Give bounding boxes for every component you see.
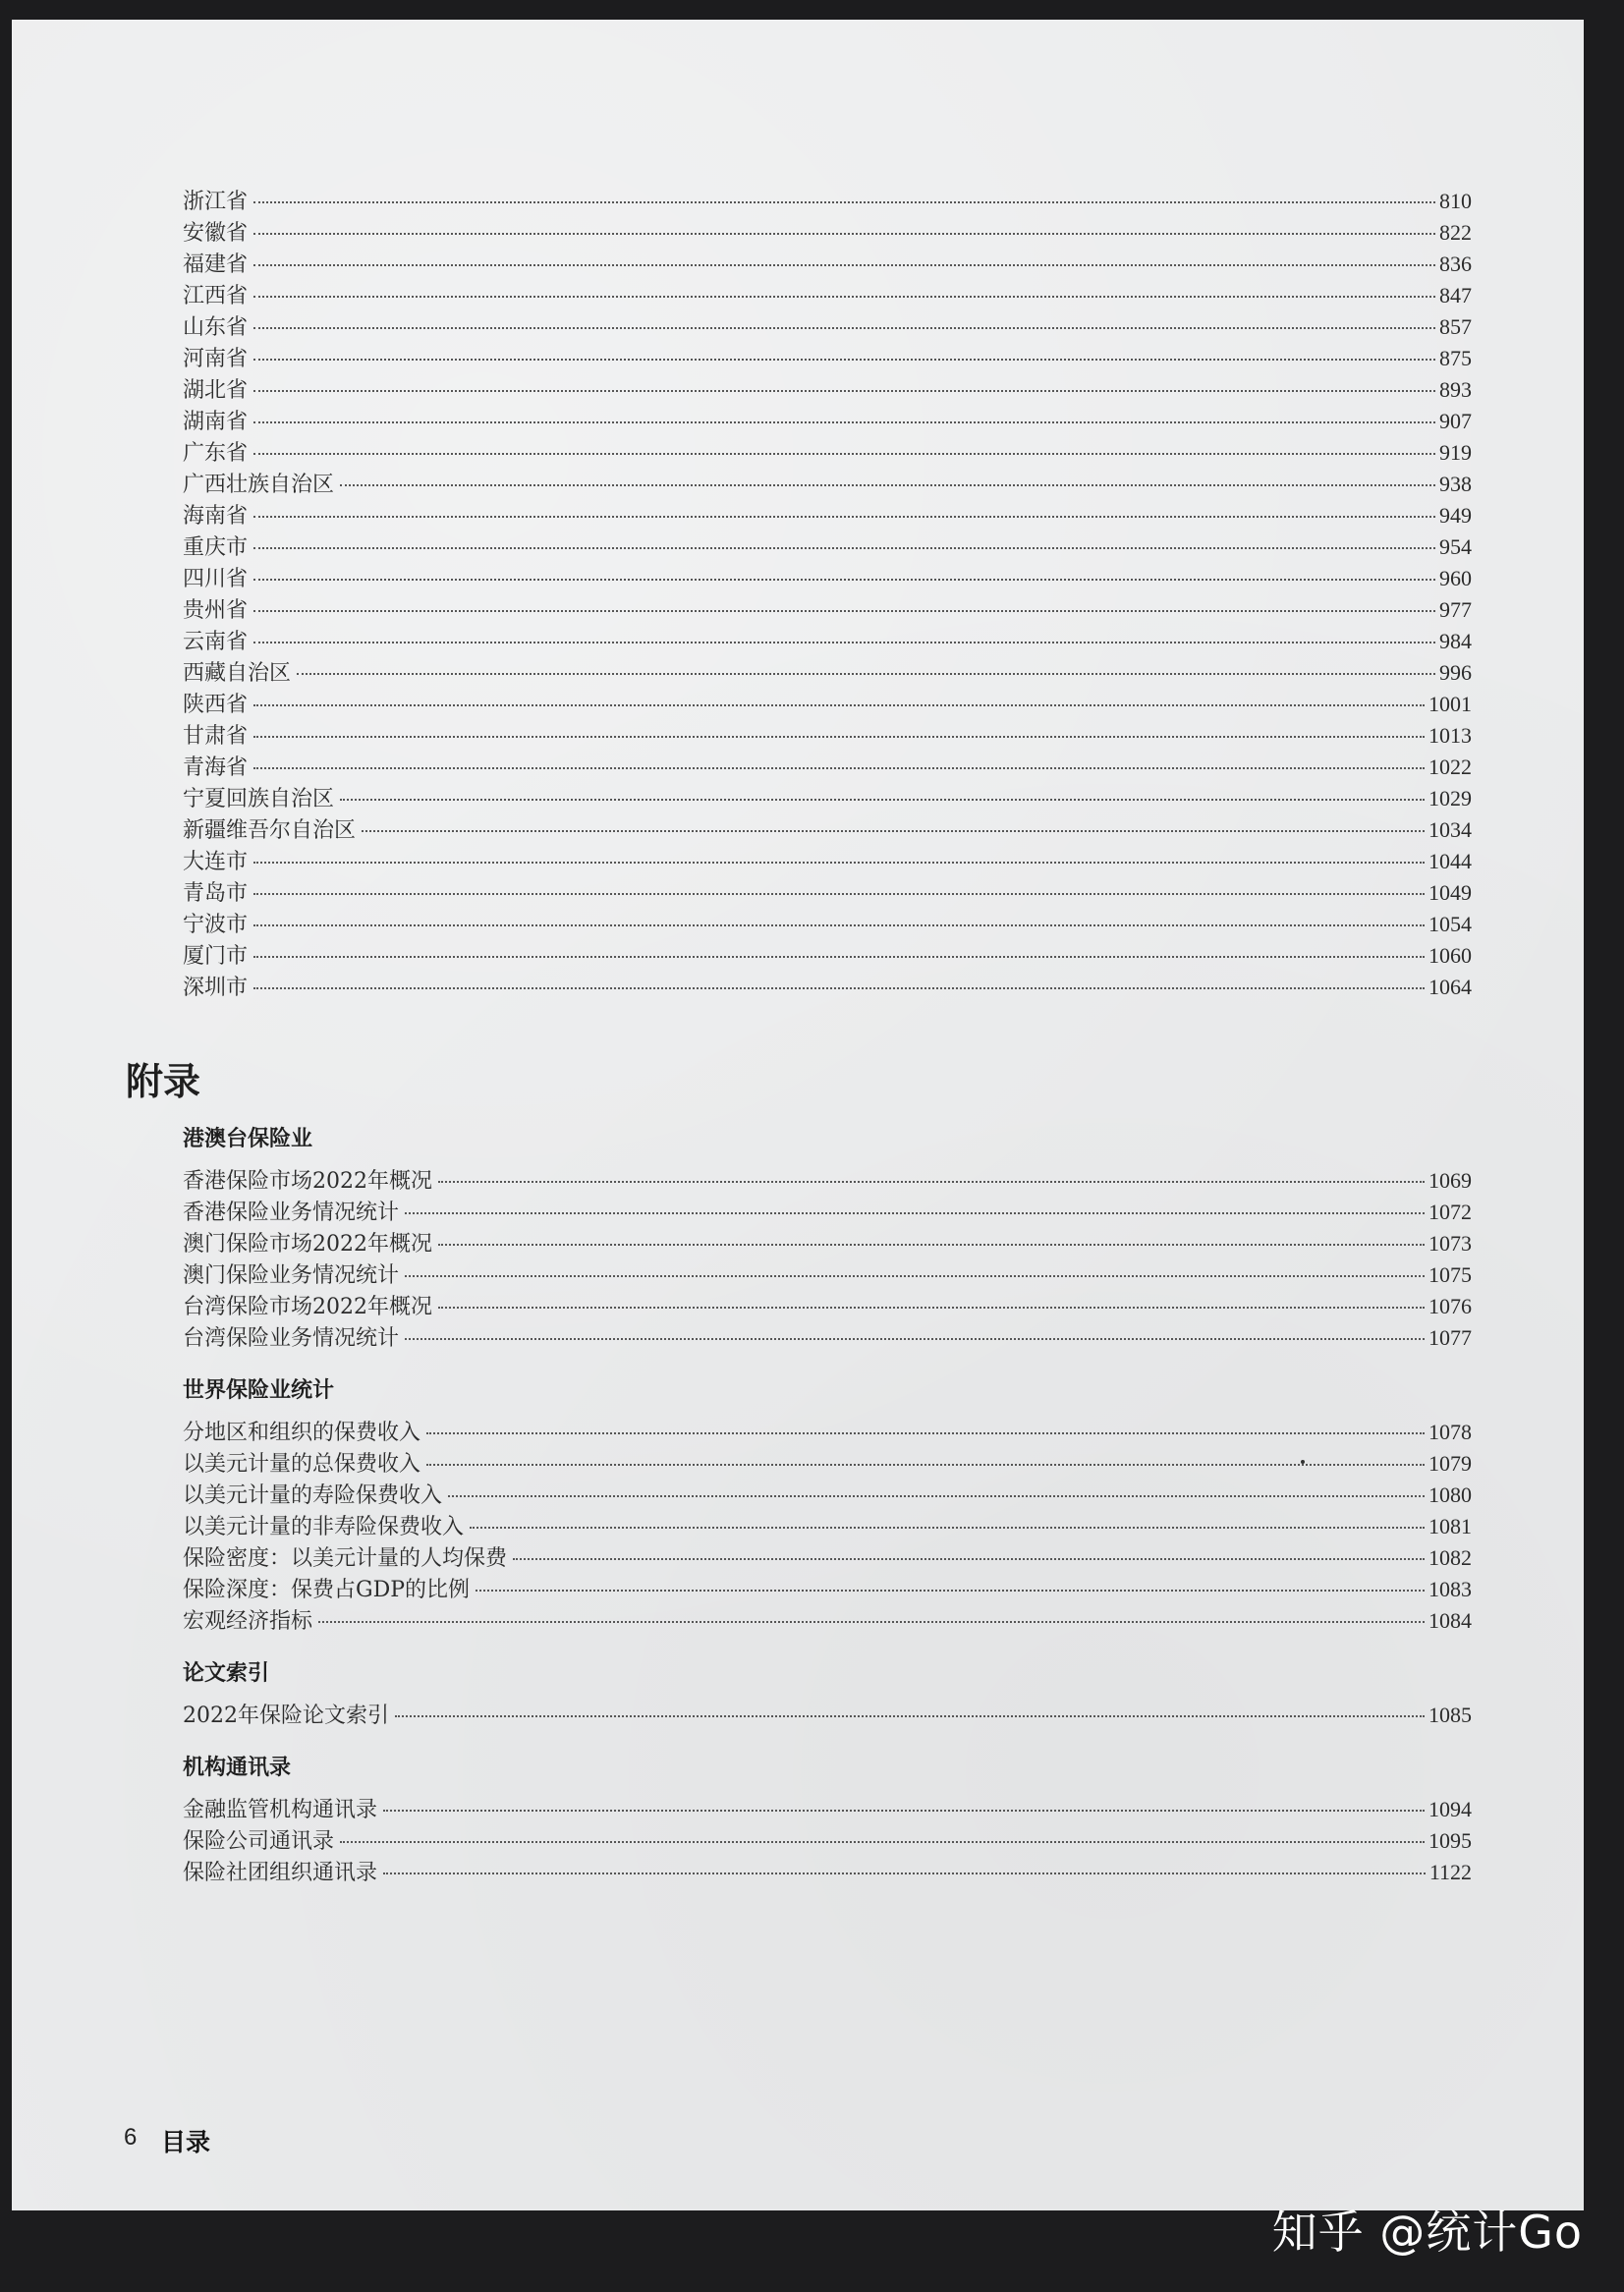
toc-entry-label: 云南省: [183, 630, 249, 654]
toc-entry[interactable]: [183, 656, 1472, 687]
toc-entry[interactable]: [183, 1856, 1472, 1886]
dot-leader: [405, 1338, 1425, 1340]
toc-entry-page: 857: [1439, 314, 1472, 339]
toc-entry-page: 1013: [1428, 723, 1472, 748]
toc-entry-page: 938: [1439, 472, 1472, 496]
dot-leader: [383, 1873, 1426, 1874]
dot-leader: [438, 1181, 1425, 1183]
toc-entry-label: 保险深度：保费占GDP的比例: [183, 1578, 471, 1602]
scan-speck: [1301, 1460, 1305, 1464]
toc-entry-page: 1029: [1428, 786, 1472, 811]
toc-entry-page: 1060: [1428, 943, 1472, 968]
dot-leader: [513, 1558, 1425, 1560]
dot-leader: [253, 862, 1425, 864]
toc-entry[interactable]: [183, 1793, 1472, 1823]
toc-entry-page: 977: [1439, 597, 1472, 622]
toc-entry-label: 以美元计量的寿险保费收入: [183, 1483, 443, 1508]
toc-entry-label: 澳门保险业务情况统计: [183, 1263, 400, 1288]
toc-entry[interactable]: [183, 1227, 1472, 1258]
toc-entry-label: 香港保险市场2022年概况: [183, 1169, 432, 1194]
toc-entry[interactable]: [183, 1824, 1472, 1855]
toc-entry[interactable]: [183, 1290, 1472, 1320]
toc-entry[interactable]: [183, 1510, 1472, 1540]
toc-entry[interactable]: [183, 971, 1472, 1001]
toc-entry-page: 949: [1439, 503, 1472, 528]
toc-entry[interactable]: [183, 813, 1472, 844]
toc-entry[interactable]: [183, 782, 1472, 812]
toc-entry[interactable]: [183, 1604, 1472, 1635]
toc-entry-page: 1076: [1428, 1294, 1472, 1318]
toc-entry-page: 1084: [1428, 1608, 1472, 1633]
toc-entry-page: 1072: [1428, 1200, 1472, 1224]
toc-entry-page: 1073: [1428, 1231, 1472, 1256]
dot-leader: [253, 390, 1435, 392]
dot-leader: [297, 673, 1435, 675]
toc-entry[interactable]: [183, 279, 1472, 309]
toc-entry-label: 广西壮族自治区: [183, 473, 335, 497]
toc-entry[interactable]: [183, 939, 1472, 970]
toc-entry-label: 重庆市: [183, 535, 249, 560]
toc-entry-label: 以美元计量的总保费收入: [183, 1452, 421, 1477]
dot-leader: [253, 421, 1435, 423]
toc-entry[interactable]: [183, 751, 1472, 781]
toc-entry[interactable]: [183, 216, 1472, 247]
toc-entry-label: 陕西省: [183, 693, 249, 717]
toc-entry[interactable]: [183, 405, 1472, 435]
toc-entry[interactable]: [183, 248, 1472, 278]
toc-entry-label: 青海省: [183, 755, 249, 780]
toc-entry-page: 1122: [1428, 1860, 1472, 1884]
toc-entry[interactable]: [183, 310, 1472, 341]
toc-entry[interactable]: [183, 719, 1472, 750]
toc-entry-page: 954: [1439, 534, 1472, 559]
toc-entry-page: 1079: [1428, 1451, 1472, 1476]
dot-leader: [253, 924, 1425, 926]
toc-entry-page: 1054: [1428, 912, 1472, 936]
toc-entry-label: 福建省: [183, 252, 249, 277]
toc-entry-label: 分地区和组织的保费收入: [183, 1421, 421, 1445]
toc-entry-label: 保险社团组织通讯录: [183, 1861, 378, 1885]
toc-entry-label: 浙江省: [183, 190, 249, 214]
dot-leader: [426, 1432, 1425, 1434]
toc-entry-page: 1081: [1428, 1514, 1472, 1538]
toc-entry[interactable]: [183, 908, 1472, 938]
dot-leader: [438, 1244, 1425, 1246]
dot-leader: [470, 1527, 1425, 1529]
toc-entry-label: 湖北省: [183, 378, 249, 403]
toc-entry-page: 1075: [1428, 1262, 1472, 1287]
toc-entry[interactable]: [183, 185, 1472, 215]
dot-leader: [362, 830, 1425, 832]
group-title-paper-index: 论文索引: [183, 1661, 270, 1686]
toc-entry[interactable]: [183, 1321, 1472, 1352]
dot-leader: [253, 453, 1435, 455]
toc-entry-page: 836: [1439, 252, 1472, 276]
dot-leader: [340, 799, 1425, 801]
dot-leader: [253, 767, 1425, 769]
toc-entry-page: 1083: [1428, 1577, 1472, 1601]
toc-entry-page: 893: [1439, 377, 1472, 402]
dot-leader: [253, 893, 1425, 895]
toc-entry-page: 1069: [1428, 1168, 1472, 1193]
toc-entry-label: 河南省: [183, 347, 249, 371]
toc-entry-label: 山东省: [183, 315, 249, 340]
toc-entry-page: 1082: [1428, 1545, 1472, 1570]
toc-entry-page: 1001: [1428, 692, 1472, 716]
toc-entry-page: 1080: [1428, 1482, 1472, 1507]
toc-entry[interactable]: [183, 688, 1472, 718]
toc-entry-page: 996: [1439, 660, 1472, 685]
toc-entry-page: 847: [1439, 283, 1472, 307]
toc-entry-page: 960: [1439, 566, 1472, 590]
group-title-directory: 机构通讯录: [183, 1756, 292, 1780]
dot-leader: [253, 359, 1435, 361]
toc-entry-page: 1044: [1428, 849, 1472, 873]
toc-entry-label: 澳门保险市场2022年概况: [183, 1232, 432, 1257]
dot-leader: [438, 1307, 1425, 1309]
toc-entry-label: 西藏自治区: [183, 661, 292, 686]
toc-entry-label: 海南省: [183, 504, 249, 529]
dot-leader: [253, 516, 1435, 518]
toc-entry-label: 以美元计量的非寿险保费收入: [183, 1515, 465, 1539]
toc-entry[interactable]: [183, 625, 1472, 655]
document-page: [12, 20, 1584, 2210]
toc-entry[interactable]: [183, 1416, 1472, 1446]
group-title-world-insurance: 世界保险业统计: [183, 1378, 335, 1403]
toc-entry-page: 919: [1439, 440, 1472, 465]
toc-entry[interactable]: [183, 342, 1472, 372]
watermark: 知乎 @统计Go: [1271, 2206, 1583, 2259]
toc-entry[interactable]: [183, 1541, 1472, 1572]
toc-entry-page: 822: [1439, 220, 1472, 245]
group-title-hk-macau-taiwan: 港澳台保险业: [183, 1127, 313, 1151]
toc-entry-label: 保险密度：以美元计量的人均保费: [183, 1546, 508, 1571]
toc-entry[interactable]: [183, 562, 1472, 592]
dot-leader: [253, 233, 1435, 235]
toc-entry[interactable]: [183, 1573, 1472, 1603]
toc-entry-label: 宁夏回族自治区: [183, 787, 335, 811]
toc-entry[interactable]: [183, 1479, 1472, 1509]
toc-entry[interactable]: [183, 373, 1472, 404]
toc-entry[interactable]: [183, 1196, 1472, 1226]
toc-entry-label: 台湾保险市场2022年概况: [183, 1295, 432, 1319]
toc-entry[interactable]: [183, 845, 1472, 875]
toc-entry-page: 1022: [1428, 755, 1472, 779]
toc-entry-page: 810: [1439, 189, 1472, 213]
toc-entry-label: 金融监管机构通讯录: [183, 1798, 378, 1822]
toc-entry[interactable]: [183, 468, 1472, 498]
dot-leader: [253, 610, 1435, 612]
toc-entry-label: 甘肃省: [183, 724, 249, 749]
dot-leader: [253, 201, 1435, 203]
toc-entry-label: 台湾保险业务情况统计: [183, 1326, 400, 1351]
dot-leader: [340, 484, 1435, 486]
toc-entry[interactable]: [183, 593, 1472, 624]
toc-entry-label: 广东省: [183, 441, 249, 466]
toc-entry-label: 新疆维吾尔自治区: [183, 818, 357, 843]
toc-entry-label: 香港保险业务情况统计: [183, 1201, 400, 1225]
dot-leader: [253, 296, 1435, 298]
toc-entry-label: 江西省: [183, 284, 249, 308]
dot-leader: [253, 547, 1435, 549]
toc-entry-page: 1078: [1428, 1420, 1472, 1444]
toc-entry-page: 1077: [1428, 1325, 1472, 1350]
dot-leader: [405, 1275, 1425, 1277]
toc-entry[interactable]: [183, 1164, 1472, 1195]
toc-entry-page: 1095: [1428, 1828, 1472, 1853]
dot-leader: [383, 1810, 1425, 1812]
dot-leader: [253, 736, 1425, 738]
dot-leader: [426, 1464, 1425, 1466]
dot-leader: [395, 1715, 1425, 1717]
toc-entry-label: 青岛市: [183, 881, 249, 906]
toc-entry-label: 四川省: [183, 567, 249, 591]
toc-entry-page: 1064: [1428, 975, 1472, 999]
dot-leader: [253, 704, 1425, 706]
dot-leader: [318, 1621, 1425, 1623]
dot-leader: [448, 1495, 1425, 1497]
toc-entry-label: 保险公司通讯录: [183, 1829, 335, 1854]
toc-entry-label: 大连市: [183, 850, 249, 874]
dot-leader: [253, 642, 1435, 643]
toc-entry-label: 2022年保险论文索引: [183, 1704, 389, 1728]
toc-entry-label: 安徽省: [183, 221, 249, 246]
dot-leader: [253, 264, 1435, 266]
toc-entry[interactable]: [183, 531, 1472, 561]
toc-entry-page: 1049: [1428, 880, 1472, 905]
toc-entry[interactable]: [183, 876, 1472, 907]
dot-leader: [253, 327, 1435, 329]
toc-entry-page: 1094: [1428, 1797, 1472, 1821]
dot-leader: [340, 1841, 1425, 1843]
toc-entry-label: 宏观经济指标: [183, 1609, 313, 1634]
toc-entry[interactable]: [183, 1699, 1472, 1729]
dot-leader: [253, 579, 1435, 581]
toc-entry-label: 厦门市: [183, 944, 249, 969]
toc-entry-page: 875: [1439, 346, 1472, 370]
toc-entry-label: 深圳市: [183, 976, 249, 1000]
toc-entry-page: 1085: [1428, 1703, 1472, 1727]
toc-entry-page: 1034: [1428, 817, 1472, 842]
toc-entry-label: 宁波市: [183, 913, 249, 937]
dot-leader: [253, 956, 1425, 958]
toc-entry[interactable]: [183, 1258, 1472, 1289]
toc-entry-page: 984: [1439, 629, 1472, 653]
dot-leader: [476, 1590, 1425, 1592]
footer-page-number: 6: [124, 2124, 138, 2151]
toc-entry[interactable]: [183, 436, 1472, 467]
appendix-title: 附录: [126, 1060, 201, 1103]
toc-entry[interactable]: [183, 1447, 1472, 1478]
dot-leader: [253, 987, 1425, 989]
footer-section-label: 目录: [161, 2128, 211, 2156]
toc-entry[interactable]: [183, 499, 1472, 530]
toc-entry-label: 湖南省: [183, 410, 249, 434]
toc-entry-page: 907: [1439, 409, 1472, 433]
toc-entry-label: 贵州省: [183, 598, 249, 623]
dot-leader: [405, 1212, 1425, 1214]
